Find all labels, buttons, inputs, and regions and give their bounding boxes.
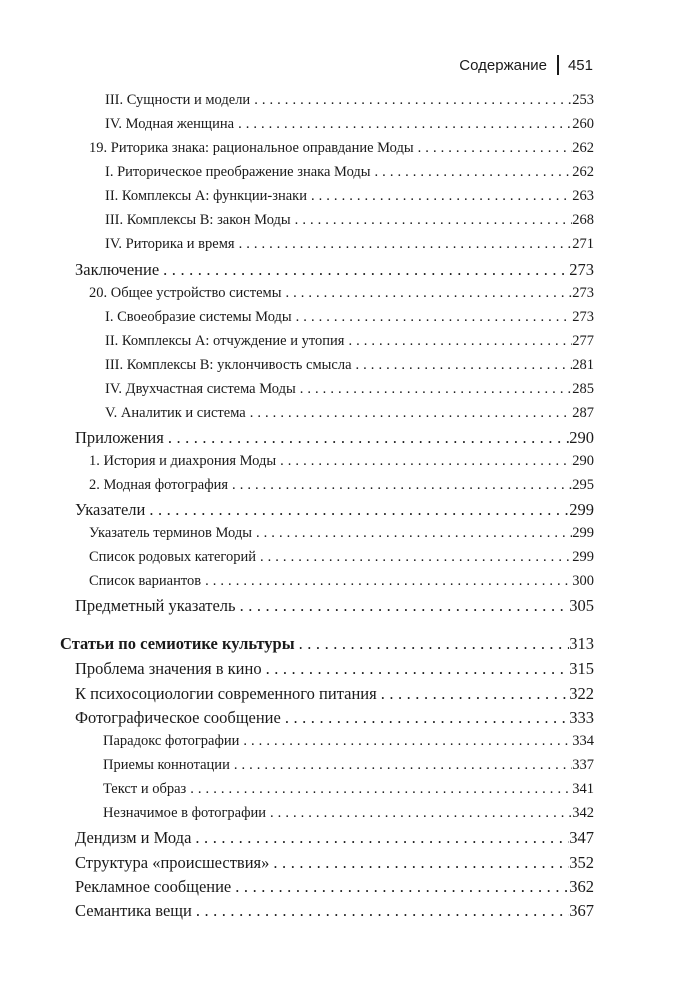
toc-entry-title: Список вариантов [89, 573, 202, 589]
toc-entry [105, 116, 594, 133]
toc-entry-title: 19. Риторика знака: рациональное оправдание Моды [89, 140, 414, 156]
toc-entry [75, 260, 594, 280]
toc-entry-title: II. Комплексы A: функции-знаки [105, 188, 307, 204]
header-separator [557, 55, 559, 75]
toc-entry-page: 299 [572, 525, 594, 541]
toc-entry-page: 342 [572, 805, 594, 821]
toc-leader-dots [168, 428, 569, 448]
toc-leader-dots [239, 236, 573, 253]
toc-entry-page: 305 [569, 596, 594, 615]
toc-entry [75, 596, 594, 616]
running-header [459, 55, 593, 75]
toc-leader-dots [235, 877, 569, 897]
toc-entry [105, 188, 594, 205]
toc-leader-dots [232, 477, 572, 494]
toc-entry [105, 92, 594, 109]
toc-entry [103, 757, 594, 774]
toc-section-heading [60, 634, 594, 654]
toc-entry-page: 285 [572, 381, 594, 397]
toc-entry-title: IV. Двухчастная система Моды [105, 381, 296, 397]
toc-leader-dots [190, 781, 572, 798]
toc-entry-page: 295 [572, 477, 594, 493]
toc-leader-dots [295, 212, 573, 229]
toc-entry-title: Рекламное сообщение [75, 877, 232, 896]
toc-entry [105, 381, 594, 398]
toc-leader-dots [356, 357, 573, 374]
toc-entry-title: Приемы коннотации [103, 757, 230, 773]
toc-entry-page: 287 [572, 405, 594, 421]
toc-entry-page: 347 [569, 828, 594, 847]
toc-entry [89, 477, 594, 494]
toc-entry-page: 313 [569, 634, 594, 653]
toc-leader-dots [243, 733, 572, 750]
toc-leader-dots [285, 708, 569, 728]
toc-leader-dots [149, 500, 569, 520]
toc-leader-dots [196, 901, 569, 921]
toc-entry [75, 500, 594, 520]
toc-entry-title: IV. Модная женщина [105, 116, 235, 132]
toc-entry-title: I. Своеобразие системы Моды [105, 309, 292, 325]
toc-entry [75, 853, 594, 873]
toc-entry [75, 708, 594, 728]
toc-entry-page: 334 [572, 733, 594, 749]
toc-entry [75, 684, 594, 704]
toc-entry-title: III. Комплексы B: уклончивость смысла [105, 357, 352, 373]
toc-entry-page: 341 [572, 781, 594, 797]
toc-entry-title: I. Риторическое преображение знака Моды [105, 164, 371, 180]
toc-entry [89, 453, 594, 470]
toc-leader-dots [285, 285, 572, 302]
toc-entry-title: Указатель терминов Моды [89, 525, 252, 541]
toc-entry-title: II. Комплексы A: отчуждение и утопия [105, 333, 345, 349]
toc-leader-dots [296, 309, 573, 326]
toc-entry-page: 290 [572, 453, 594, 469]
toc-entry [75, 877, 594, 897]
toc-entry-page: 352 [569, 853, 594, 872]
toc-entry-title: Дендизм и Мода [75, 828, 192, 847]
toc-entry-page: 262 [572, 164, 594, 180]
toc-entry-title: 2. Модная фотография [89, 477, 229, 493]
toc-entry-title: Приложения [75, 428, 164, 447]
toc-entry-title: Незначимое в фотографии [103, 805, 267, 821]
toc-leader-dots [256, 525, 572, 542]
toc-leader-dots [234, 757, 572, 774]
toc-leader-dots [280, 453, 572, 470]
toc-leader-dots [381, 684, 570, 704]
toc-entry [103, 781, 594, 798]
toc-leader-dots [250, 405, 573, 422]
toc-leader-dots [238, 116, 572, 133]
toc-leader-dots [195, 828, 569, 848]
toc-entry [105, 212, 594, 229]
toc-leader-dots [260, 549, 572, 566]
toc-entry-title: Парадокс фотографии [103, 733, 240, 749]
toc-entry [105, 357, 594, 374]
toc-entry-title: Фотографическое сообщение [75, 708, 281, 727]
toc-entry-page: 277 [572, 333, 594, 349]
toc-entry-page: 315 [569, 659, 594, 678]
toc-leader-dots [266, 659, 570, 679]
toc-entry-page: 281 [572, 357, 594, 373]
toc-entry-title: Предметный указатель [75, 596, 236, 615]
toc-entry [89, 525, 594, 542]
toc-entry-page: 273 [572, 285, 594, 301]
toc-leader-dots [311, 188, 572, 205]
toc-entry-page: 290 [569, 428, 594, 447]
toc-leader-dots [300, 381, 573, 398]
toc-entry-page: 273 [569, 260, 594, 279]
toc-entry-title: К психосоциологии современного питания [75, 684, 377, 703]
toc-entry [103, 733, 594, 750]
toc-entry-title: Заключение [75, 260, 160, 279]
toc-entry [75, 901, 594, 921]
toc-entry-page: 300 [572, 573, 594, 589]
toc-entry [105, 309, 594, 326]
toc-entry-title: 20. Общее устройство системы [89, 285, 282, 301]
toc-entry [89, 285, 594, 302]
toc-entry-title: Указатели [75, 500, 146, 519]
toc-entry-title: III. Комплексы B: закон Моды [105, 212, 291, 228]
toc-leader-dots [240, 596, 570, 616]
toc-entry [75, 659, 594, 679]
toc-entry [89, 573, 594, 590]
toc-entry-title: Проблема значения в кино [75, 659, 262, 678]
toc-entry [105, 405, 594, 422]
toc-entry-page: 333 [569, 708, 594, 727]
toc-leader-dots [418, 140, 573, 157]
toc-entry-page: 337 [572, 757, 594, 773]
toc-entry-page: 262 [572, 140, 594, 156]
toc-entry-title: IV. Риторика и время [105, 236, 235, 252]
toc-entry-page: 299 [569, 500, 594, 519]
toc-entry-page: 273 [572, 309, 594, 325]
toc-entry-page: 271 [572, 236, 594, 252]
toc-leader-dots [299, 634, 570, 654]
toc-entry-page: 253 [572, 92, 594, 108]
toc-entry-title: 1. История и диахрония Моды [89, 453, 277, 469]
toc-entry-page: 322 [569, 684, 594, 703]
toc-entry-page: 268 [572, 212, 594, 228]
toc-entry-page: 367 [569, 901, 594, 920]
toc-entry [75, 428, 594, 448]
toc-entry [103, 805, 594, 822]
toc-leader-dots [270, 805, 572, 822]
toc-entry-title: Список родовых категорий [89, 549, 256, 565]
toc-section-title: Статьи по семиотике культуры [60, 634, 295, 653]
toc-leader-dots [273, 853, 569, 873]
toc-entry [89, 549, 594, 566]
toc-leader-dots [163, 260, 569, 280]
toc-entry [105, 164, 594, 181]
toc-entry-title: III. Сущности и модели [105, 92, 251, 108]
toc-entry [105, 333, 594, 350]
header-title: Содержание [459, 56, 547, 74]
toc-entry [89, 140, 594, 157]
toc-leader-dots [254, 92, 572, 109]
toc-entry-page: 260 [572, 116, 594, 132]
toc-entry-title: Текст и образ [103, 781, 187, 797]
toc-entry-page: 362 [569, 877, 594, 896]
toc-leader-dots [348, 333, 572, 350]
header-page-number: 451 [567, 56, 593, 74]
toc-leader-dots [375, 164, 573, 181]
toc-entry-title: V. Аналитик и система [105, 405, 246, 421]
toc-entry [105, 236, 594, 253]
toc-entry-title: Семантика вещи [75, 901, 192, 920]
toc-leader-dots [205, 573, 572, 590]
toc-entry-page: 263 [572, 188, 594, 204]
toc-entry [75, 828, 594, 848]
toc-entry-title: Структура «происшествия» [75, 853, 270, 872]
toc-entry-page: 299 [572, 549, 594, 565]
